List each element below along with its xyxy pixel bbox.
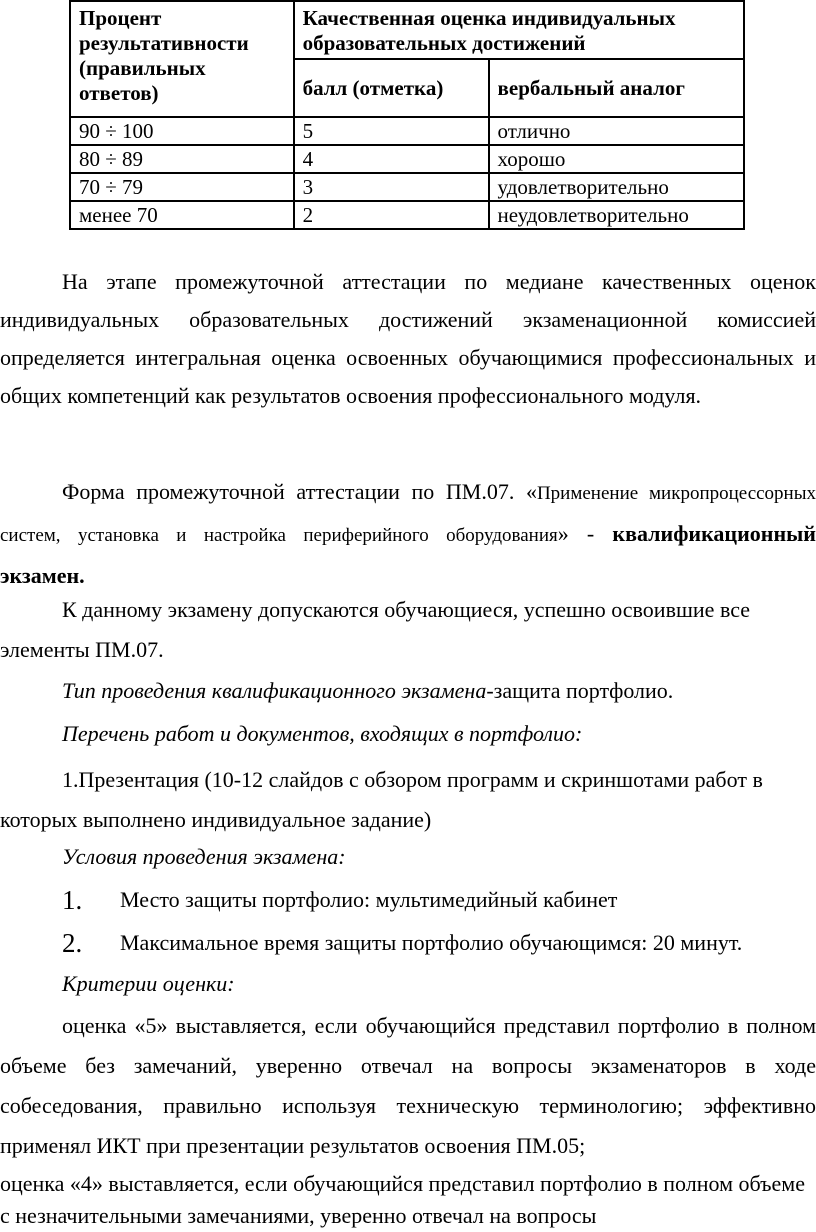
table-row	[70, 145, 744, 173]
table-row	[70, 173, 744, 201]
cell-score: 4	[294, 145, 489, 173]
grading-table	[69, 0, 745, 230]
header-quality: Качественная оценка индивидуальных образовательных достижений	[294, 1, 744, 59]
cell-range: 80 ÷ 89	[70, 145, 294, 173]
paragraph-admission: К данному экзамену допускаются обучающиеся, успешно освоившие все элементы ПМ.07.	[0, 597, 750, 662]
header-verbal: вербальный аналог	[489, 59, 744, 117]
cell-score: 2	[294, 201, 489, 229]
cell-range: 90 ÷ 100	[70, 117, 294, 145]
cell-score: 3	[294, 173, 489, 201]
condition-text: Максимальное время защиты портфолио обучающимся: 20 минут.	[120, 930, 743, 955]
portfolio-list-heading: Перечень работ и документов, входящих в портфолио:	[62, 721, 583, 746]
criteria-grade-4: оценка «4» выставляется, если обучающийся представил портфолио в полном объеме с незначительными замечаниями, уверенно отвечал на вопросы	[0, 1171, 805, 1228]
paragraph-attestation: На этапе промежуточной аттестации по медиане качественных оценок индивидуальных образовательных достижений экзаменационной комиссией определяется интегральная оценка освоенных обучающимися профессиональных и общих компетенций как результатов освоения профессионального модуля.	[0, 269, 816, 408]
condition-number: 2.	[62, 928, 83, 958]
conditions-heading: Условия проведения экзамена:	[62, 844, 346, 869]
cell-verbal: удовлетворительно	[489, 173, 744, 201]
portfolio-item-1: 1.Презентация (10-12 слайдов с обзором программ и скриншотами работ в которых выполнено индивидуальное задание)	[0, 767, 763, 832]
header-score: балл (отметка)	[294, 59, 489, 117]
header-percent: Процент результативности (правильных ответов)	[70, 1, 294, 117]
exam-form-close: » -	[557, 521, 613, 546]
exam-type-value: -защита портфолио.	[486, 678, 674, 703]
condition-text: Место защиты портфолио: мультимедийный кабинет	[120, 887, 618, 912]
condition-number: 1.	[62, 885, 83, 915]
cell-range: 70 ÷ 79	[70, 173, 294, 201]
cell-score: 5	[294, 117, 489, 145]
cell-verbal: хорошо	[489, 145, 744, 173]
exam-type-bold: квалификационный экзамен.	[0, 521, 816, 588]
table-row	[70, 201, 744, 229]
exam-type-label: Тип проведения квалификационного экзамена	[62, 678, 487, 703]
cell-verbal: отлично	[489, 117, 744, 145]
exam-type-line	[62, 676, 673, 706]
module-title: Применение микропроцессорных систем, установка и настройка периферийного оборудования	[0, 483, 816, 546]
exam-form-lead: Форма промежуточной аттестации по ПМ.07. «	[62, 479, 537, 504]
criteria-grade-5: оценка «5» выставляется, если обучающийся представил портфолио в полном объеме без замечаний, уверенно отвечал на вопросы экзаменаторов в ходе собеседования, правильно используя техническую терминологию; эффективно применял ИКТ при презентации результатов освоения ПМ.05;	[0, 1013, 816, 1158]
criteria-heading: Критерии оценки:	[62, 971, 235, 996]
cell-range: менее 70	[70, 201, 294, 229]
table-row	[70, 117, 744, 145]
paragraph-exam-form	[0, 472, 816, 596]
cell-verbal: неудовлетворительно	[489, 201, 744, 229]
